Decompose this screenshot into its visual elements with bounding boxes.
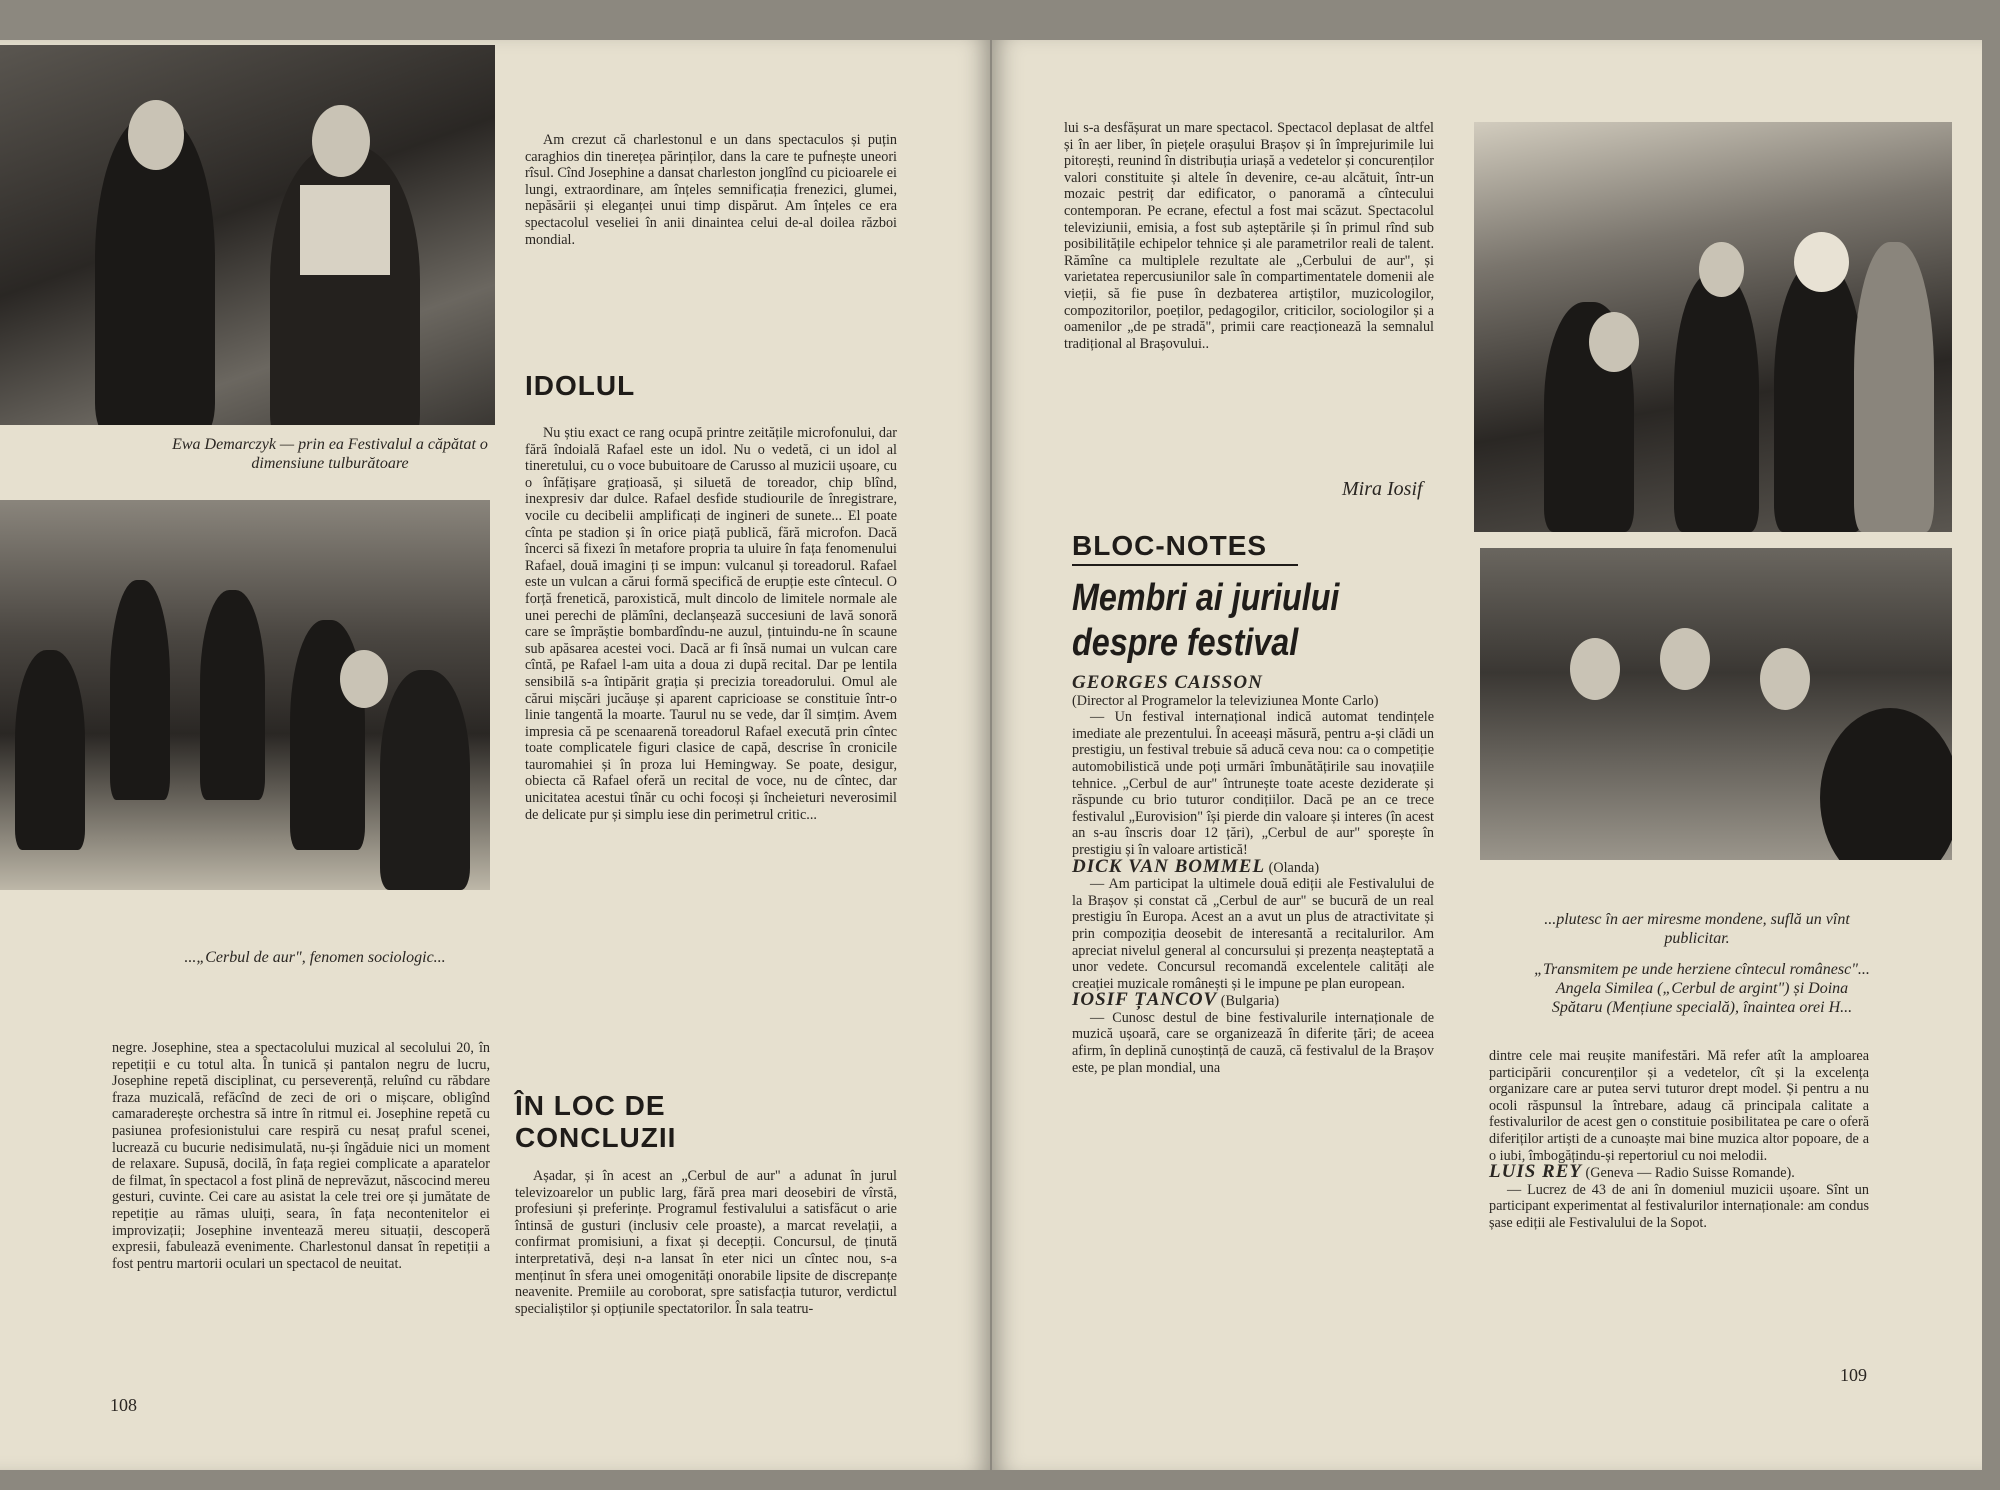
column-jury-continued bbox=[1489, 1048, 1869, 1232]
page-number-left: 108 bbox=[110, 1395, 137, 1415]
photo-women-fur-hats bbox=[1474, 122, 1952, 532]
jury-text-bommel: — Am participat la ultimele două ediții ale Festivalului de la Brașov și constat că „Cerbul de aur" se bucură de un real prestigiu în Europa. Acest an a avut un plus de atractivitate și prin compoziția deosebit de interesantă a recitalurilor. Am apreciat nivelul general al concursului și prezența neașteptată a unor vedete. Concursul recomandă excelentele calități ale creației muzicale românești și le impune pe plan european. bbox=[1072, 876, 1434, 992]
tancov-continued: dintre cele mai reușite manifestări. Mă refer atît la amploarea participării concurenților și a vedetelor, cît și la excelența organizare care ar putea servi tuturor drept model. Și pentru a nu ocoli răspunsul la întrebare, adaug că principala calitate a festivalurilor de acest gen o constituie posibilitatea pe care o oferă diferiților artiști de a cunoaște mai bine muzica altor popoare, de a o iubi, îmbogățindu-și repertoriul cu noi melodii. bbox=[1489, 1048, 1869, 1164]
signature-mira-iosif: Mira Iosif bbox=[1342, 478, 1423, 500]
jury-name-caisson: GEORGES CAISSON bbox=[1072, 672, 1263, 693]
photo-singers bbox=[0, 45, 495, 425]
column-jury bbox=[1072, 672, 1434, 1076]
caption-demarczyk: Ewa Demarczyk — prin ea Festivalul a căpătat o dimensiune tulburătoare bbox=[172, 436, 488, 472]
jury-name-tancov: IOSIF ȚANCOV bbox=[1072, 989, 1218, 1011]
jury-text-caisson: — Un festival internațional indică automat tendințele imediate ale prezentului. În aceeași măsură, pentru a-și clădi un prestigiu, un festival trebuie să aducă ceva nou: ca o competiție automobilistică unde poți urmări îmbunătățirile sau inovațiile tehnice. „Cerbul de aur" întrunește toate aceste deziderate și răspunde cu brio tuturor condițiilor. Dacă pe an ce trece festivalul „Eurovision" își pierde din valoare și interes (în acest an s-au înscris doar 12 țări), „Cerbul de aur" sporește în prestigiu și în valoare artistică! bbox=[1072, 709, 1434, 858]
heading-idolul: IDOLUL bbox=[525, 370, 636, 401]
jury-text-rey: — Lucrez de 43 de ani în domeniul muzicii ușoare. Sînt un participant experimentat al festivalurilor internaționale: am condus șase ediții ale Festivalului de la Sopot. bbox=[1489, 1181, 1869, 1231]
heading-bloc-notes: BLOC-NOTES bbox=[1072, 530, 1268, 561]
article-title-line1: Membri ai juriului bbox=[1072, 577, 1340, 619]
photo-crowd bbox=[0, 500, 490, 890]
left-page bbox=[0, 40, 990, 1470]
festival-paragraph: lui s-a desfășurat un mare spectacol. Spectacol deplasat de altfel și în aer liber, în piețele orașului Brașov și în împrejurimile lui pitorești, reunind în distribuția uriașă a vedetelor și concurenților valori constituite și altele în devenire, ce-au alcătuit, într-un mozaic pestriț dar edificator, o panoramă a cîntecului contemporan. Pe ecrane, efectul a fost mai scăzut. Spectacolul televiziunii, emisia, a fost sub așteptările și în primul rînd sub posibilitățile echipelor tehnice și ale parametrilor reali de talent. Rămîne ca multiplele rezultate ale „Cerbului de aur", și varietatea repercusiunilor sale în compartimentatele domenii ale vieții, să fie puse în dezbaterea artiștilor, muzicologilor, compozitorilor, poeților, pedagogilor, criticilor, sociologilor și a oamenilor „de pe stradă", primii care reacționează la semnalul tradițional al Brașovului.. bbox=[1064, 120, 1434, 352]
column-concluzii-body bbox=[515, 1168, 897, 1317]
heading-concluzii: ÎN LOC DE CONCLUZII bbox=[515, 1090, 677, 1153]
column-idolul bbox=[525, 132, 897, 248]
column-josephine bbox=[112, 1040, 490, 1272]
jury-name-bommel: DICK VAN BOMMEL bbox=[1072, 855, 1266, 877]
page-number-right: 109 bbox=[1840, 1365, 1867, 1385]
jury-role-caisson: (Director al Programelor la televiziunea Monte Carlo) bbox=[1072, 692, 1379, 709]
photo-women-makeup bbox=[1480, 548, 1952, 860]
concluzii-paragraph: Așadar, și în acest an „Cerbul de aur" a adunat în jurul televizoarelor un public larg, fără prea mari deosebiri de vîrstă, profesiuni și preferințe. Programul festivalului a satisfăcut o arie întinsă de gusturi (inclusiv cele proaste), a marcat revelații, a confirmat promisiuni, a fixat și decepții. Concursul, de ținută interpretativă, deși n-a lansat în eter nici un cîntec nou, s-a menținut în sfera unei omogenități onorabile lipsite de discrepanțe neavenite. Premiile au coroborat, spre satisfacția tuturor, verdictul specialiștilor și opțiunile spectatorilor. În sala teatru- bbox=[515, 1168, 897, 1317]
column-festival-top bbox=[1064, 120, 1434, 352]
idolul-paragraph: Nu știu exact ce rang ocupă printre zeitățile microfonului, dar fără îndoială Rafael este un idol. Nu o vedetă, ci un idol al tineretului, cu o voce bubuitoare de Carusso al muzicii ușoare, cu o înfățișare grațioasă, și siluetă de toreador, chip blînd, inexpresiv dar dulce. Rafael desfide studiourile de înregistrare, vocile cu decibelii amplificați de ingineri de sunete... El poate cînta pe stadion și în orice piață publică, fără microfon. Dacă încerci să fixezi în metafore propria ta uluire în fața fenomenului Rafael, două imagini ți se impun: vulcanul și toreadorul. Rafael este un vulcan a cărui formă specifică de erupție este cîntecul. O forță frenetică, paroxistică, mult dincolo de limitele normale ale unei perechi de plămîni, declanșează succesiuni de lavă sonoră care se împrăștie bombardîndu-ne auzul, țintuindu-ne în scaune sub apăsarea acestei voci. Dacă ar fi însă numai un vulcan care cîntă, pe Rafael l-am uita a doua zi după recital. Dar pe lentila sensibilă s-a întipărit grația și precizia toreadorului. Omul ale cărui mișcări jucăușe și aparent capricioase se constituie într-o linie tangentă la moarte. Taurul nu se vede, dar îl simțim. Avem impresia că pe scenaarenă toreadorul Rafael execută prin cîntec toate complicatele figuri clasice de capă, descrise în cronicile tauromahiei și în proza lui Hemingway. Se poate, desigur, obiecta că Rafael oferă un recital de voce, nu de cîntec, dar unicitatea acestui tînăr cu ochi focoși și încheieturi neverosimil de delicate pur și simplu iese din perimetrul critic... bbox=[525, 425, 897, 823]
article-title-line2: despre festival bbox=[1072, 622, 1299, 664]
caption-miresme: ...plutesc în aer miresme mondene, suflă un vînt publicitar. bbox=[1544, 911, 1850, 947]
right-page bbox=[992, 40, 1982, 1470]
caption-cerbul: ...„Cerbul de aur", fenomen sociologic... bbox=[184, 949, 446, 966]
bloc-notes-underline bbox=[1072, 564, 1298, 566]
josephine-paragraph: negre. Josephine, stea a spectacolului muzical al secolului 20, în repetiții e cu totul alta. În tunică și pantalon negru de lucru, Josephine repetă disciplinat, cu perseverență, reluînd cu răbdare fraza muzicală, refăcînd de zeci de ori o mișcare, obligînd camaraderește orchestra să intre în ritmul ei. Josephine repetă cu pasiunea profesionistului care respiră cu nesaț praful scenei, lucrează cu bucurie nedisimulată, nu-și îngăduie nici un moment de relaxare. Supusă, docilă, în fața regiei complicate a aparatelor de filmat, în spectacol a fost plină de neprevăzut, născocind mereu gesturi, cuvinte. Cei care au asistat la cele trei ore și jumătate de repetiție au rămas uluiți, seara, în fața necontenitelor ei improvizații; Josephine inventează mereu situații, descoperă expresii, fabulează evenimente. Charlestonul dansat în repetiții a fost pentru martorii oculari un spectacol de neuitat. bbox=[112, 1040, 490, 1272]
jury-country-bommel: (Olanda) bbox=[1268, 859, 1320, 876]
jury-country-tancov: (Bulgaria) bbox=[1220, 993, 1280, 1010]
column-idolul-body bbox=[525, 425, 897, 823]
caption-transmitem: „Transmitem pe unde herziene cîntecul românesc"... Angela Similea („Cerbul de argint") și Doina Spătaru (Mențiune specială), înaintea orei H... bbox=[1534, 961, 1870, 1016]
jury-name-rey: LUIS REY bbox=[1489, 1161, 1582, 1183]
charleston-paragraph: Am crezut că charlestonul e un dans spectaculos și puțin caraghios din tinerețea părinților, dans la care te pufnește uneori rîsul. Cînd Josephine a dansat charleston jonglînd cu picioarele ei lungi, extraordinare, am înțeles semnificația frenezici, glumei, nepăsării și eleganței unui timp dispărut. Am înțeles ce era spectacolul veseliei în anii dinaintea celui de-al doilea război mondial. bbox=[525, 132, 897, 248]
jury-country-rey: (Geneva — Radio Suisse Romande). bbox=[1585, 1165, 1795, 1182]
jury-text-tancov: — Cunosc destul de bine festivalurile internaționale de muzică ușoară, care se organizează în diferite țări; de aceea afirm, în deplină cunoștință de cauză, că festivalul de la Brașov este, pe plan mondial, una bbox=[1072, 1009, 1434, 1076]
